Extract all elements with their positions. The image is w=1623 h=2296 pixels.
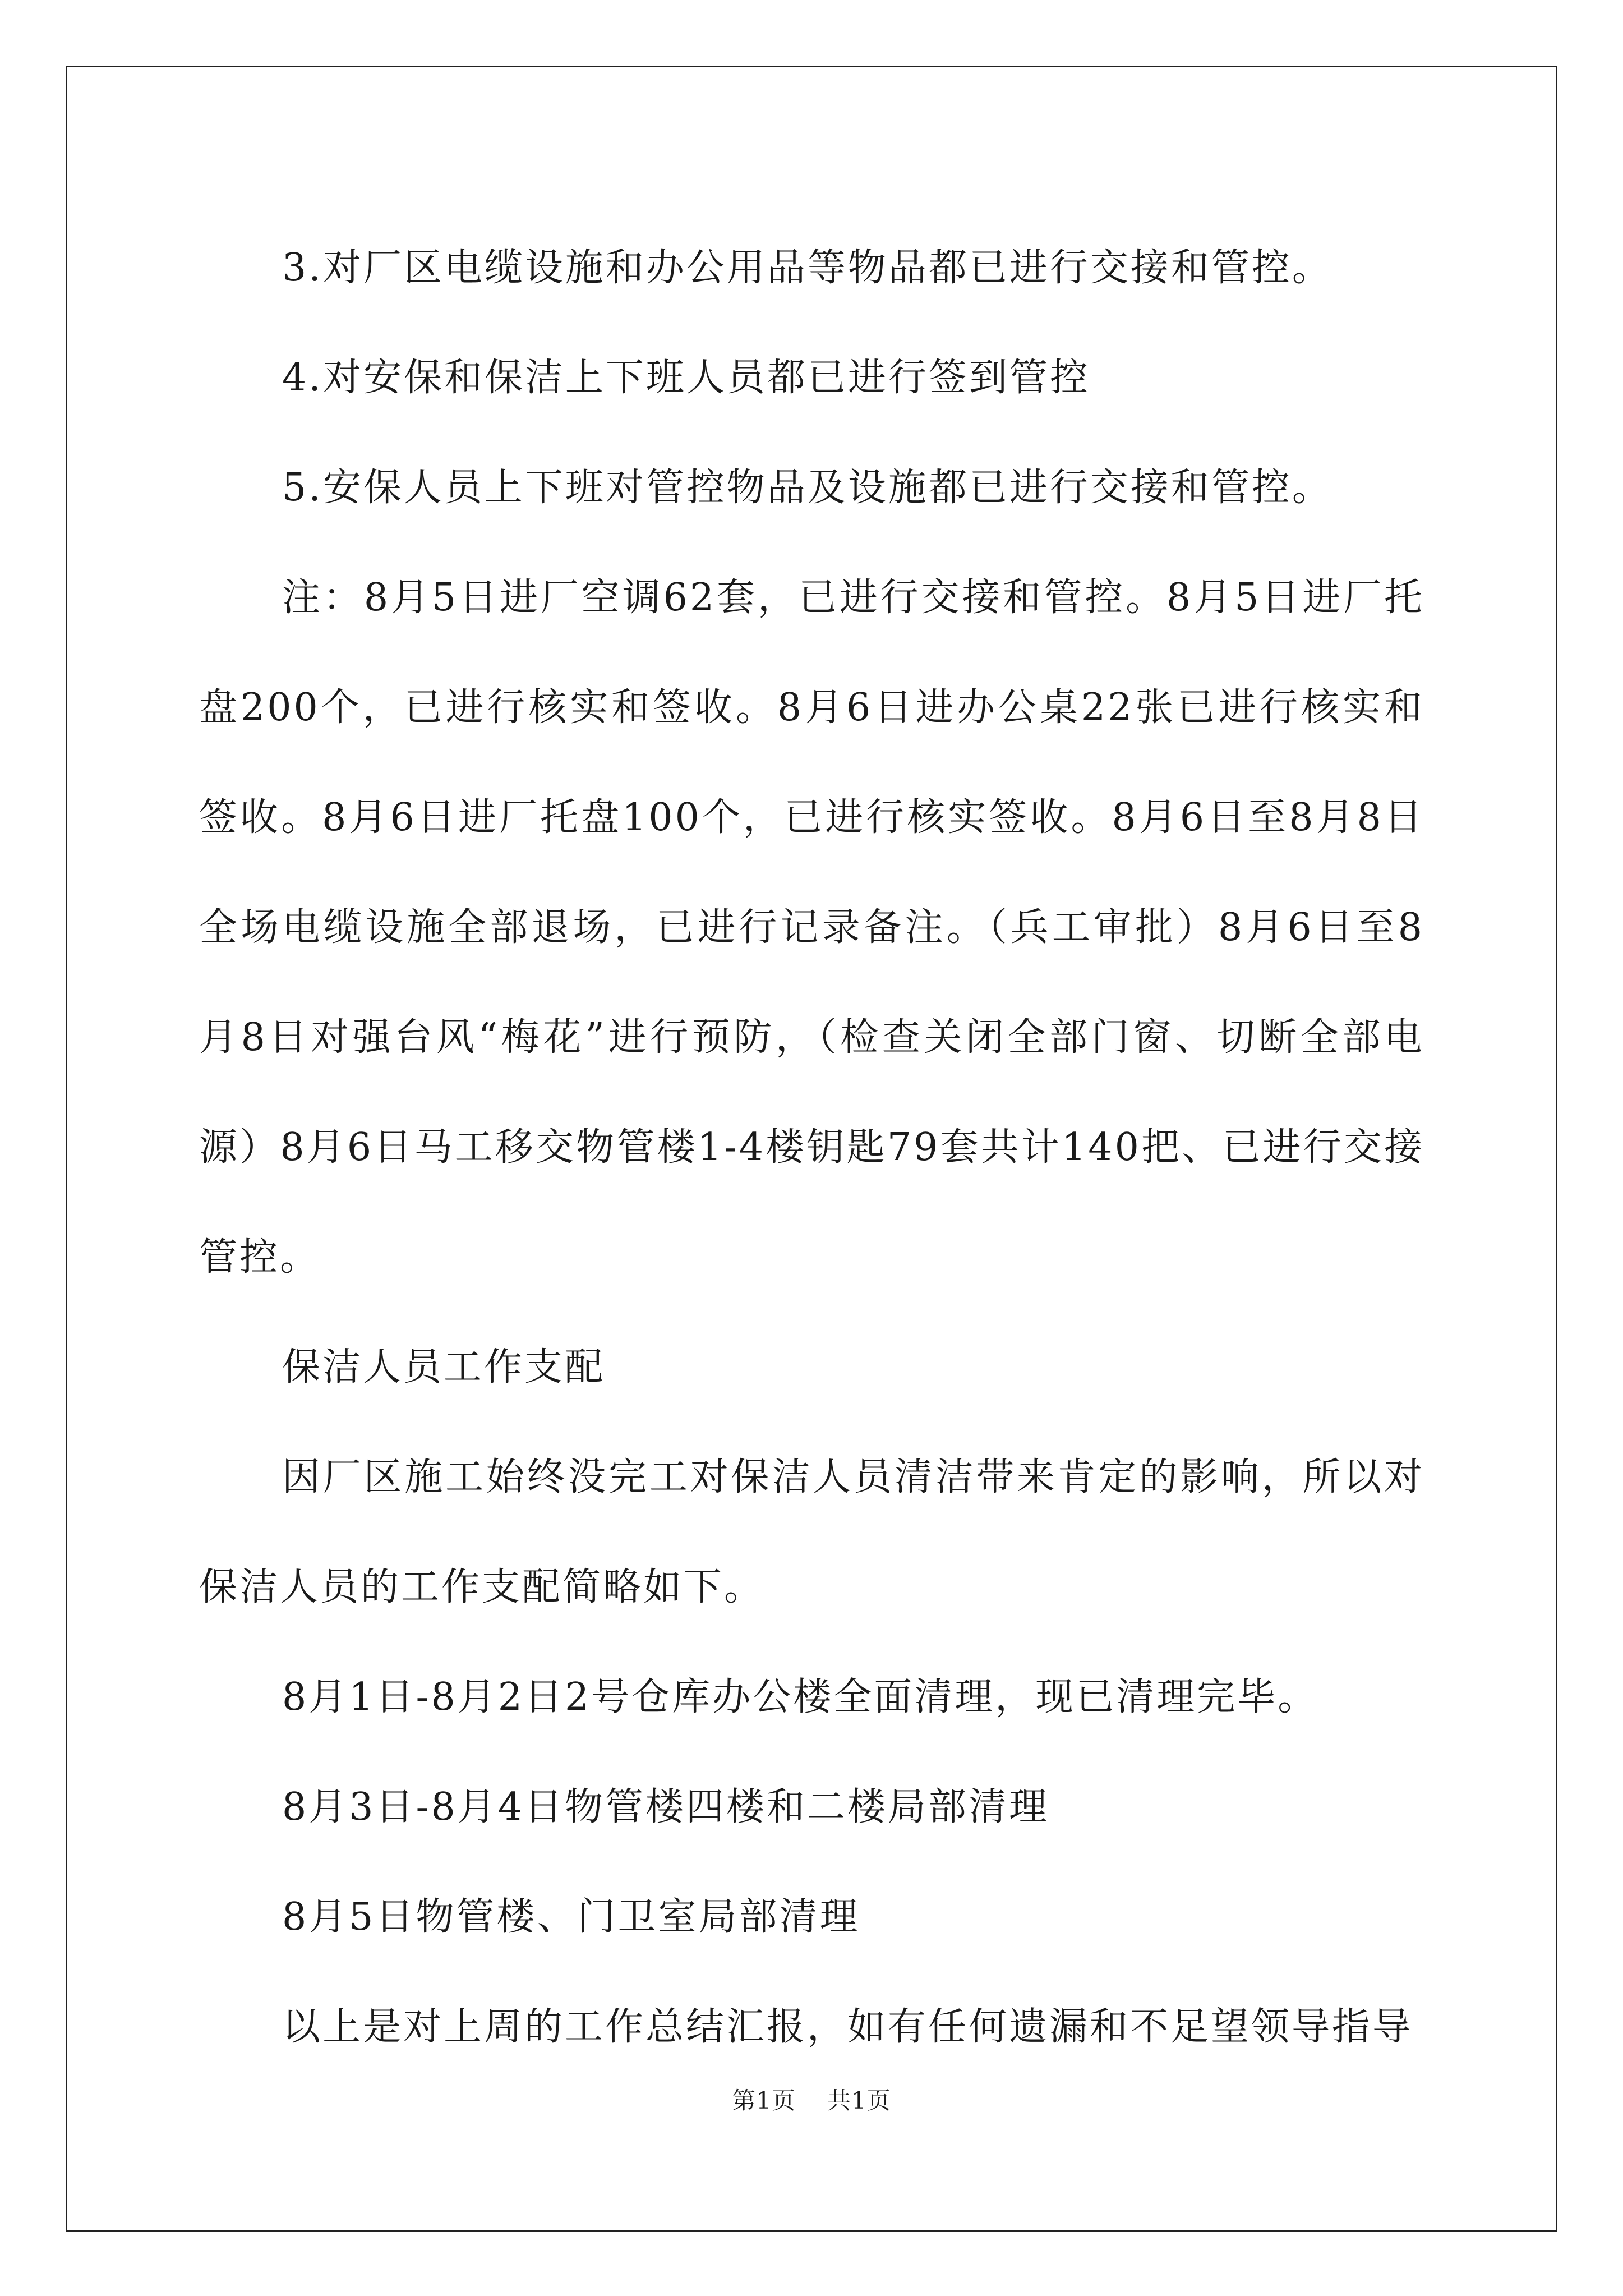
paragraph-schedule-2: 8月3日-8月4日物管楼四楼和二楼局部清理: [282, 1785, 1050, 1829]
page-footer: [0, 2084, 1623, 2118]
paragraph-item-5: 5.安保人员上下班对管控物品及设施都已进行交接和管控。: [282, 466, 1332, 510]
paragraph-closing: 以上是对上周的工作总结汇报，如有任何遗漏和不足望领导指导: [282, 2005, 1413, 2049]
document-body: [199, 213, 1424, 2082]
page-total: 共1页: [827, 2087, 891, 2114]
paragraph-cleaning-intro: 因厂区施工始终没完工对保洁人员清洁带来肯定的影响，所以对保洁人员的工作支配简略如下。: [199, 1455, 1424, 1609]
paragraph-schedule-3: 8月5日物管楼、门卫室局部清理: [282, 1895, 860, 1939]
paragraph-item-4: 4.对安保和保洁上下班人员都已进行签到管控: [282, 356, 1090, 400]
paragraph-schedule-1: 8月1日-8月2日2号仓库办公楼全面清理，现已清理完毕。: [282, 1675, 1318, 1719]
paragraph-note: 注：8月5日进厂空调62套，已进行交接和管控。8月5日进厂托盘200个，已进行核实和签收。8月6日进办公桌22张已进行核实和签收。8月6日进厂托盘100个，已进行核实签收。8月6日至8月8日全场电缆设施全部退场，已进行记录备注。（兵工审批）8月6日至8月8日对强台风“梅花”进行预防，（检查关闭全部门窗、切断全部电源）8月6日马工移交物管楼1-4楼钥匙79套共计140把、已进行交接管控。: [199, 576, 1424, 1280]
page-number: 第1页: [732, 2087, 796, 2114]
section-heading-cleaning: 保洁人员工作支配: [282, 1345, 606, 1389]
paragraph-item-3: 3.对厂区电缆设施和办公用品等物品都已进行交接和管控。: [282, 246, 1332, 290]
